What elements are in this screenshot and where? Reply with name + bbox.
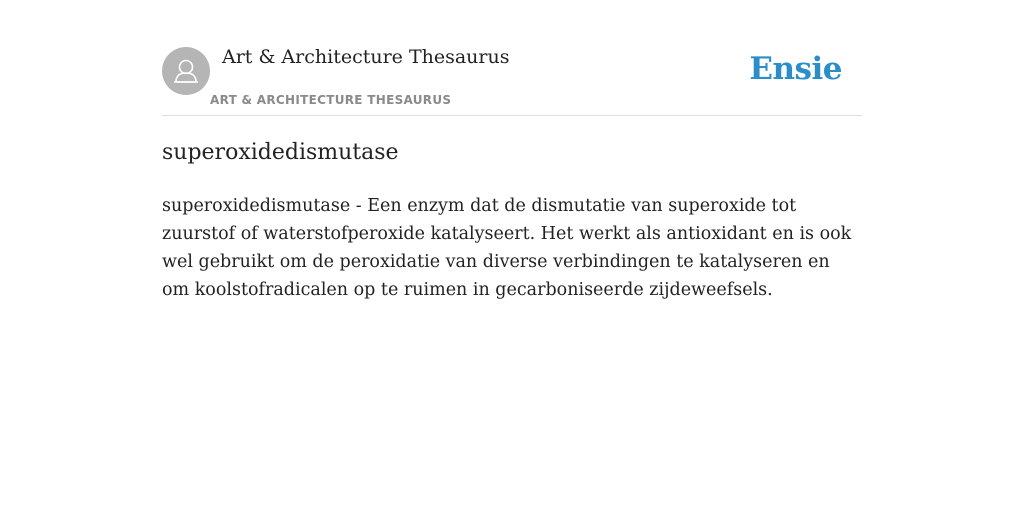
term-title: superoxidedismutase	[162, 140, 399, 165]
page-header	[162, 0, 862, 116]
author-subtitle: ART & ARCHITECTURE THESAURUS	[210, 93, 452, 107]
author-name-link[interactable]: Art & Architecture Thesaurus	[222, 46, 510, 68]
term-definition: superoxidedismutase - Een enzym dat de dismutatie van superoxide tot zuurstof of waterstofperoxide katalyseert. Het werkt als antioxidant en is ook wel gebruikt om de peroxidatie van diverse verbindingen te katalyseren en om koolstofradicalen op te ruimen in gecarboniseerde zijdeweefsels.	[162, 196, 852, 300]
ensie-logo[interactable]: Ensie	[749, 51, 842, 87]
user-silhouette-icon	[162, 47, 210, 95]
page-container	[162, 0, 862, 300]
author-avatar[interactable]	[162, 47, 210, 95]
